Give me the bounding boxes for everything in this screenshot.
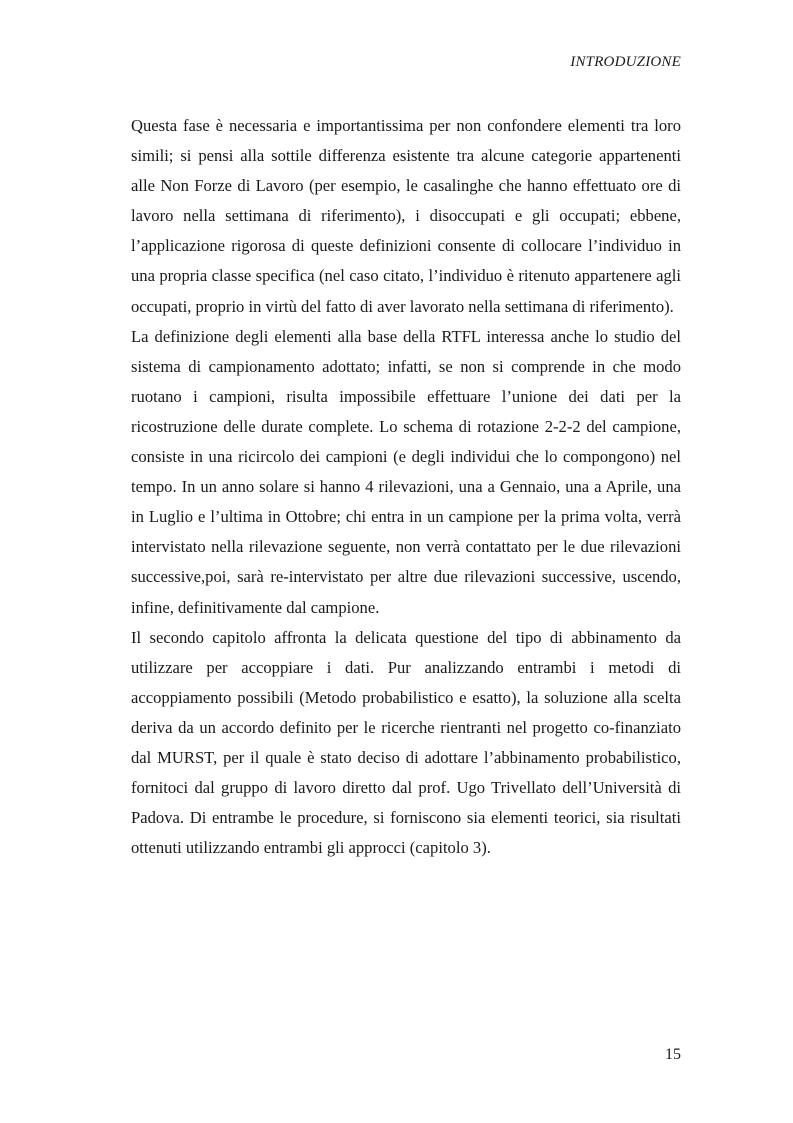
paragraph-3: Il secondo capitolo affronta la delicata questione del tipo di abbinamento da utilizzare per accoppiare i dati. Pur analizzando entrambi i metodi di accoppiamento possibili (Metodo probabilistico e esatto), la soluzione alla scelta deriva da un accordo definito per le ricerche rientranti nel progetto co-finanziato dal MURST, per il quale è stato deciso di adottare l’abbinamento probabilistico, fornitoci dal gruppo di lavoro diretto dal prof. Ugo Trivellato dell’Università di Padova. Di entrambe le procedure, si forniscono sia elementi teorici, sia risultati ottenuti utilizzando entrambi gli approcci (capitolo 3). xyxy=(131,627,681,858)
paragraph-1: Questa fase è necessaria e importantissima per non confondere elementi tra loro simili; si pensi alla sottile differenza esistente tra alcune categorie appartenenti alle Non Forze di Lavoro (per esempio, le casalinghe che hanno effettuato ore di lavoro nella settimana di riferimento), i disoccupati e gli occupati; ebbene, l’applicazione rigorosa di queste definizioni consente di collocare l’individuo in una propria classe specifica (nel caso citato, l’individuo è ritenuto appartenere agli occupati, proprio in virtù del fatto di aver lavorato nella settimana di riferimento). xyxy=(131,116,681,316)
body-text xyxy=(131,111,681,863)
running-header: INTRODUZIONE xyxy=(570,54,681,70)
paragraph-2: La definizione degli elementi alla base della RTFL interessa anche lo studio del sistema di campionamento adottato; infatti, se non si comprende in che modo ruotano i campioni, risulta impossibile effettuare l’unione dei dati per la ricostruzione delle durate complete. Lo schema di rotazione 2-2-2 del campione, consiste in una ricircolo dei campioni (e degli individui che lo compongono) nel tempo. In un anno solare si hanno 4 rilevazioni, una a Gennaio, una a Aprile, una in Luglio e l’ultima in Ottobre; chi entra in un campione per la prima volta, verrà intervistato nella rilevazione seguente, non verrà contattato per le due rilevazioni successive,poi, sarà re-intervistato per altre due rilevazioni successive, uscendo, infine, definitivamente dal campione. xyxy=(131,326,681,617)
page-number: 15 xyxy=(665,1046,681,1063)
